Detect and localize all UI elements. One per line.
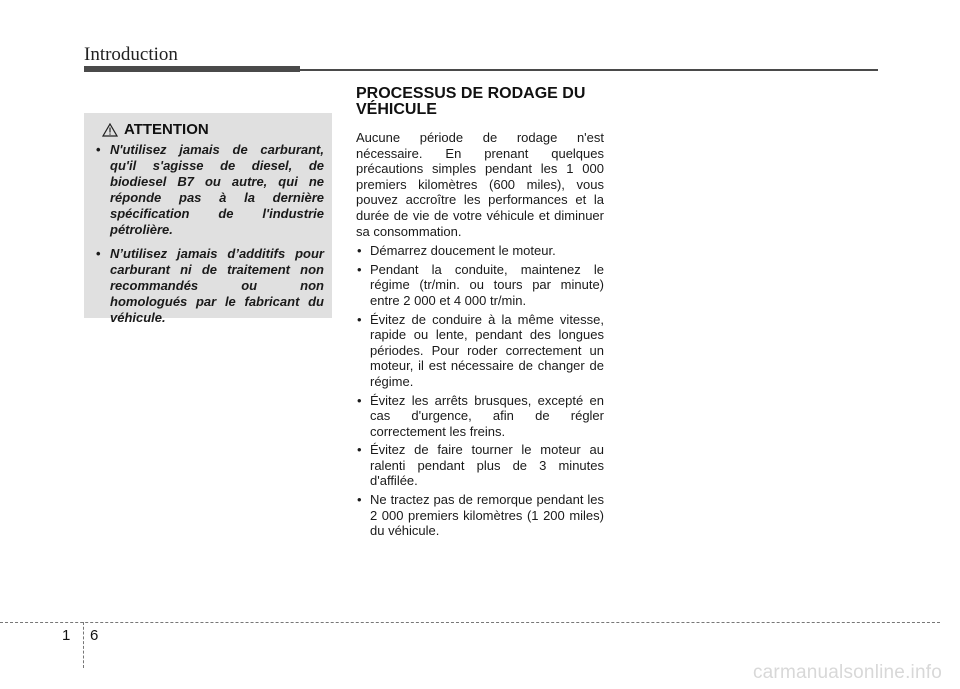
caution-item-fuel: • N'utilisez jamais de carburant, qu'il s'agisse de diesel, de biodiesel B7 ou autre, qui ne réponde pas à la dernière spécification de l'industrie pétrolière.: [92, 142, 324, 238]
caution-list: [92, 142, 324, 326]
tip-item: • Évitez de faire tourner le moteur au ralenti pendant plus de 3 minutes d'affilée.: [356, 442, 604, 489]
caution-item-additives: • N’utilisez jamais d’additifs pour carburant ni de traitement non recommandés ou non homologués par le fabricant du véhicule.: [92, 246, 324, 326]
warning-triangle-icon: [102, 123, 118, 137]
caution-heading: ATTENTION: [124, 121, 209, 138]
tips-list: [356, 243, 604, 539]
page-number: 6: [90, 627, 99, 644]
chapter-number: 1: [62, 627, 71, 644]
tip-item: • Évitez les arrêts brusques, excepté en cas d'urgence, afin de régler correctement les freins.: [356, 393, 604, 440]
intro-paragraph: Aucune période de rodage n'est nécessaire. En prenant quelques précautions simples pendant les 1 000 premiers kilomètres (600 miles), vous pouvez accroître les performances et la durée de vie de votre véhicule et diminuer sa consommation.: [356, 130, 604, 239]
tip-item: • Démarrez doucement le moteur.: [356, 243, 604, 259]
header-bar-thin: [300, 69, 878, 71]
caution-box: [84, 113, 332, 325]
footer-dashed-line: [0, 622, 940, 623]
caution-header: [102, 121, 324, 138]
header-title: Introduction: [84, 44, 178, 65]
header-bar-thick: [84, 66, 300, 72]
watermark: carmanualsonline.info: [752, 662, 942, 683]
footer-dashed-divider: [83, 622, 84, 668]
tip-item: • Ne tractez pas de remorque pendant les 2 000 premiers kilomètres (1 200 miles) du véhicule.: [356, 492, 604, 539]
body-column: [356, 130, 604, 542]
tip-item: • Évitez de conduire à la même vitesse, rapide ou lente, pendant des longues périodes. Pour roder correctement un moteur, il est nécessaire de changer de régime.: [356, 312, 604, 390]
tip-item: • Pendant la conduite, maintenez le régime (tr/min. ou tours par minute) entre 2 000 et 4 000 tr/min.: [356, 262, 604, 309]
section-title: PROCESSUS DE RODAGE DU VÉHICULE: [356, 85, 586, 118]
